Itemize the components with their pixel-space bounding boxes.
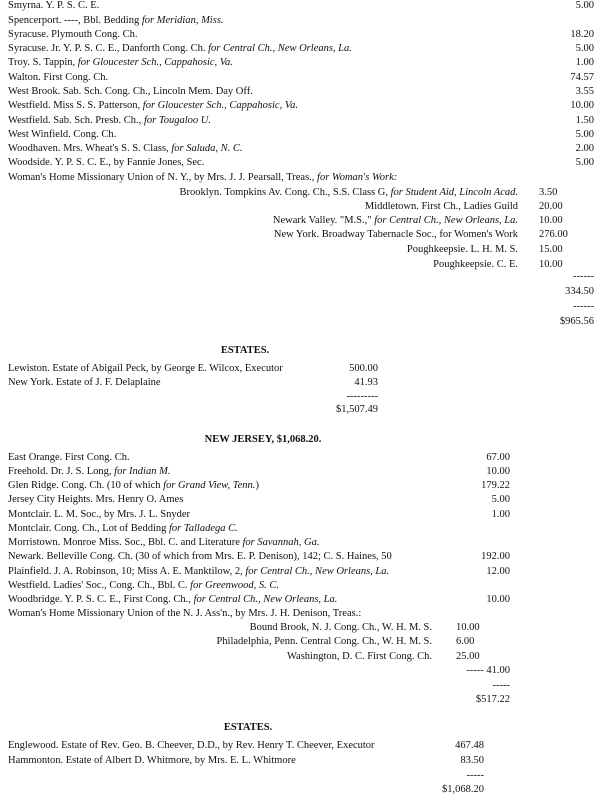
list-item: Syracuse. Jr. Y. P. S. C. E., Danforth Cong. Ch. for Central Ch., New Orleans, La.: [8, 43, 352, 54]
list-item: Englewood. Estate of Rev. Geo. B. Cheever, D.D., by Rev. Henry T. Cheever, Executor: [8, 740, 375, 751]
amount: 2.00: [575, 143, 594, 154]
list-item: Woodbridge. Y. P. S. C. E., First Cong. Ch., for Central Ch., New Orleans, La.: [8, 594, 338, 605]
amount: 500.00: [349, 363, 378, 374]
amount: 18.20: [570, 29, 594, 40]
list-item: Glen Ridge. Cong. Ch. (10 of which for Grand View, Tenn.): [8, 480, 259, 491]
rule: ------: [573, 301, 594, 312]
amount: 1.00: [575, 57, 594, 68]
union-item: Newark Valley. "M.S.," for Central Ch., New Orleans, La.: [272, 215, 518, 226]
list-item: Walton. First Cong. Ch.: [8, 72, 109, 83]
amount: 1.00: [491, 509, 510, 520]
amount: 5.00: [575, 129, 594, 140]
list-item: Westfield. Ladies' Soc., Cong. Ch., Bbl. C. for Greenwood, S. C.: [8, 580, 280, 591]
union-item: Philadelphia, Penn. Central Cong. Ch., W. H. M. S.: [216, 636, 432, 647]
amount: 3.55: [575, 86, 594, 97]
list-item: Westfield. Miss S. S. Patterson, for Gloucester Sch., Cappahosic, Va.: [8, 100, 298, 111]
section-total: $1,507.49: [336, 404, 378, 415]
list-item: East Orange. First Cong. Ch.: [8, 452, 130, 463]
list-item: Freehold. Dr. J. S. Long, for Indian M.: [8, 466, 171, 477]
list-item: Jersey City Heights. Mrs. Henry O. Ames: [8, 494, 184, 505]
section-total: $517.22: [475, 694, 510, 705]
union-item: Washington, D. C. First Cong. Ch.: [286, 651, 432, 662]
section-heading: ESTATES.: [220, 345, 270, 356]
amount: 276.00: [539, 229, 568, 240]
amount: 5.00: [575, 43, 594, 54]
list-item: Syracuse. Plymouth Cong. Ch.: [8, 29, 138, 40]
amount: 10.00: [570, 100, 594, 111]
amount: 67.00: [486, 452, 510, 463]
amount: 192.00: [481, 551, 510, 562]
amount: 3.50: [539, 187, 558, 198]
rule: ---------: [346, 391, 378, 402]
list-item: Spencerport. ----, Bbl. Bedding for Meridian, Miss.: [8, 15, 224, 26]
amount: 10.00: [486, 466, 510, 477]
amount: 83.50: [460, 755, 484, 766]
union-item: Bound Brook, N. J. Cong. Ch., W. H. M. S.: [249, 622, 432, 633]
list-item: Smyrna. Y. P. S. C. E.: [8, 0, 100, 11]
union-item: Brooklyn. Tompkins Av. Cong. Ch., S.S. Class G, for Student Aid, Lincoln Acad.: [179, 187, 518, 198]
list-item: Woodside. Y. P. S. C. E., by Fannie Jones, Sec.: [8, 157, 205, 168]
list-item: Plainfield. J. A. Robinson, 10; Miss A. E. Manktilow, 2, for Central Ch., New Orleans, La.: [8, 566, 390, 577]
amount: 41.93: [354, 377, 378, 388]
list-item: Troy. S. Tappin, for Gloucester Sch., Cappahosic, Va.: [8, 57, 233, 68]
grand-total: $965.56: [559, 316, 594, 327]
section-total: $1,068.20: [442, 784, 484, 795]
rule: -----: [492, 680, 510, 691]
list-item: New York. Estate of J. F. Delaplaine: [8, 377, 161, 388]
list-item: Lewiston. Estate of Abigail Peck, by George E. Wilcox, Executor: [8, 363, 283, 374]
list-item: Woodhaven. Mrs. Wheat's S. S. Class, for Saluda, N. C.: [8, 143, 243, 154]
list-item: West Winfield. Cong. Ch.: [8, 129, 117, 140]
amount: 1.50: [575, 115, 594, 126]
subtotal: 334.50: [565, 286, 594, 297]
amount: 10.00: [486, 594, 510, 605]
amount: 5.00: [575, 0, 594, 11]
amount: 5.00: [575, 157, 594, 168]
union-header: Woman's Home Missionary Union of the N. J. Ass'n., by Mrs. J. H. Denison, Treas.:: [8, 608, 362, 619]
union-item: Middletown. First Ch., Ladies Guild: [364, 201, 518, 212]
amount: 5.00: [491, 494, 510, 505]
amount: 179.22: [481, 480, 510, 491]
subtotal: ----- 41.00: [466, 665, 510, 676]
amount: 10.00: [539, 259, 563, 270]
list-item: Morristown. Monroe Miss. Soc., Bbl. C. and Literature for Savannah, Ga.: [8, 537, 320, 548]
section-heading: NEW JERSEY, $1,068.20.: [204, 434, 322, 445]
amount: 20.00: [539, 201, 563, 212]
union-item: New York. Broadway Tabernacle Soc., for Women's Work: [273, 229, 518, 240]
amount: 10.00: [539, 215, 563, 226]
list-item: Montclair. L. M. Soc., by Mrs. J. L. Snyder: [8, 509, 190, 520]
list-item: Westfield. Sab. Sch. Presb. Ch., for Tougaloo U.: [8, 115, 211, 126]
amount: 74.57: [570, 72, 594, 83]
rule: -----: [466, 770, 484, 781]
list-item: West Brook. Sab. Sch. Cong. Ch., Lincoln Mem. Day Off.: [8, 86, 253, 97]
union-item: Poughkeepsie. L. H. M. S.: [406, 244, 518, 255]
union-item: Poughkeepsie. C. E.: [433, 259, 518, 270]
list-item: Hammonton. Estate of Albert D. Whitmore, by Mrs. E. L. Whitmore: [8, 755, 296, 766]
amount: 6.00: [456, 636, 475, 647]
union-header: Woman's Home Missionary Union of N. Y., by Mrs. J. J. Pearsall, Treas., for Woman's Work:: [8, 172, 398, 183]
amount: 467.48: [455, 740, 484, 751]
rule: ------: [573, 271, 594, 282]
list-item: Newark. Belleville Cong. Ch. (30 of which from Mrs. E. P. Denison), 142; C. S. Haines, 50: [8, 551, 392, 562]
section-heading: ESTATES.: [223, 722, 273, 733]
list-item: Montclair. Cong. Ch., Lot of Bedding for Talladega C.: [8, 523, 238, 534]
amount: 25.00: [456, 651, 480, 662]
amount: 12.00: [486, 566, 510, 577]
amount: 10.00: [456, 622, 480, 633]
amount: 15.00: [539, 244, 563, 255]
